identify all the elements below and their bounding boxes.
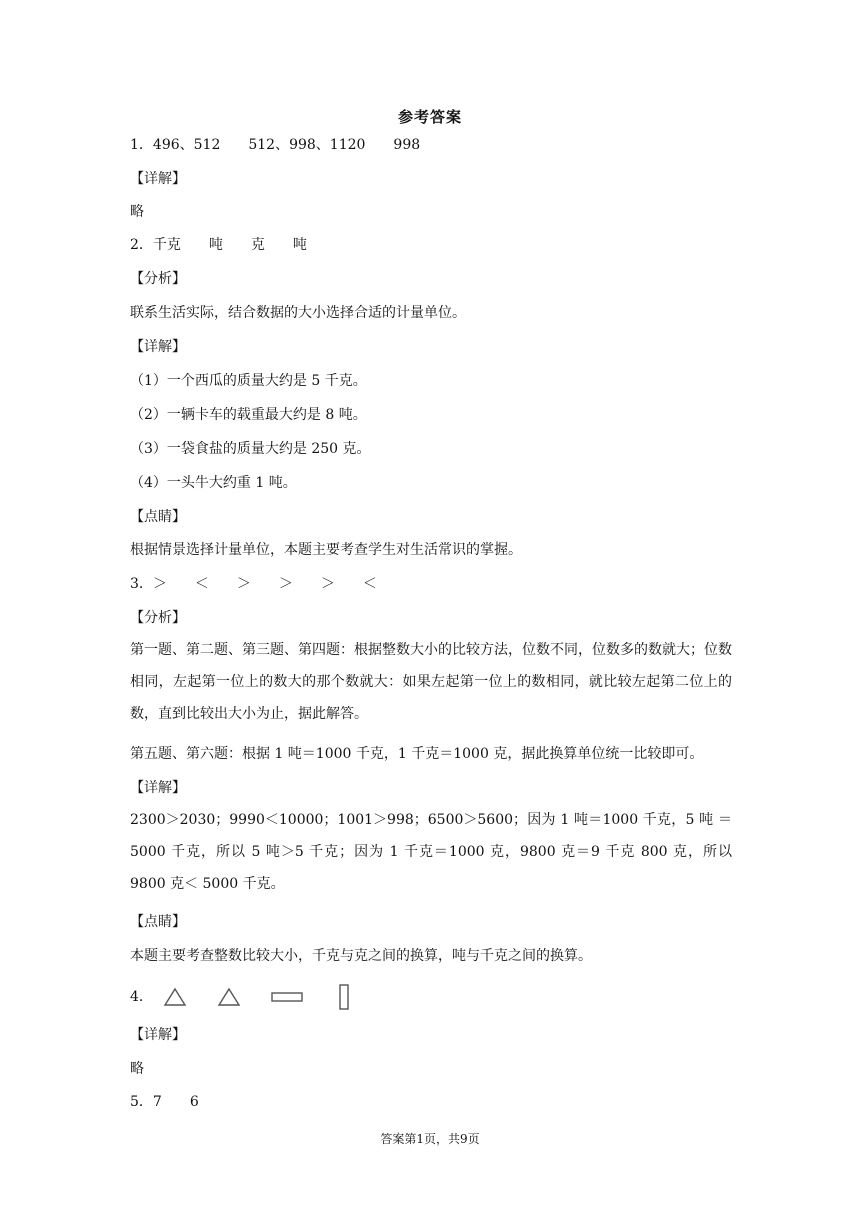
q3-analysis-paragraph: 第五题、第六题：根据 1 吨＝1000 千克，1 千克＝1000 克，据此换算单位统一比较即可。 [130,746,704,762]
horizontal-rectangle-icon [271,987,303,1007]
vertical-rectangle-icon [337,984,351,1010]
q2-detail-item: （4）一头牛大约重 1 吨。 [130,475,297,491]
q2-detail-heading: 【详解】 [130,339,186,355]
q3-comment-heading: 【点睛】 [130,914,186,930]
q3-analysis-heading: 【分析】 [130,610,186,626]
q2-comment-heading: 【点睛】 [130,509,186,525]
page-title: 参考答案 [397,108,462,126]
page-footer: 答案第1页，共9页 [380,1132,480,1146]
q2-answer: 2．千克 吨 克 吨 [130,237,307,253]
q2-comment: 根据情景选择计量单位，本题主要考查学生对生活常识的掌握。 [130,542,522,558]
triangle-icon [217,987,241,1007]
q3-analysis-paragraph: 第一题、第二题、第三题、第四题：根据整数大小的比较方法，位数不同，位数多的数就大；位数相同，左起第一位上的数大的那个数就大：如果左起第一位上的数相同，就比较左起第二位上的数，直到比较出大小为止，据此解答。 [130,642,732,722]
q4-answer [130,985,351,1009]
q4-detail-heading: 【详解】 [130,1027,186,1043]
q2-detail-item: （3）一袋食盐的质量大约是 250 克。 [130,441,371,457]
q1-detail-heading: 【详解】 [130,171,186,187]
triangle-icon [163,987,187,1007]
q2-detail-item: （2）一辆卡车的载重最大约是 8 吨。 [130,407,367,423]
q1-detail: 略 [130,204,144,220]
q2-analysis: 联系生活实际，结合数据的大小选择合适的计量单位。 [130,305,466,321]
q3-answer: 3．＞ ＜ ＞ ＞ ＞ ＜ [130,576,377,592]
q3-detail: 2300＞2030；9990＜10000；1001＞998；6500＞5600；因为 1 吨＝1000 千克，5 吨 ＝5000 千克，所以 5 吨＞5 千克；因为 1 千克＝1000 克，9800 克＝9 千克 800 克，所以 9800 克＜ 5000 千克。 [130,812,732,892]
q4-number: 4． [130,989,153,1005]
q1-answer: 1．496、512 512、998、1120 998 [130,137,421,153]
q3-comment: 本题主要考查整数比较大小，千克与克之间的换算，吨与千克之间的换算。 [130,948,592,964]
q5-answer: 5．7 6 [130,1094,199,1110]
q4-detail: 略 [130,1061,144,1077]
q2-detail-item: （1）一个西瓜的质量大约是 5 千克。 [130,373,367,389]
q2-analysis-heading: 【分析】 [130,271,186,287]
q3-detail-heading: 【详解】 [130,780,186,796]
